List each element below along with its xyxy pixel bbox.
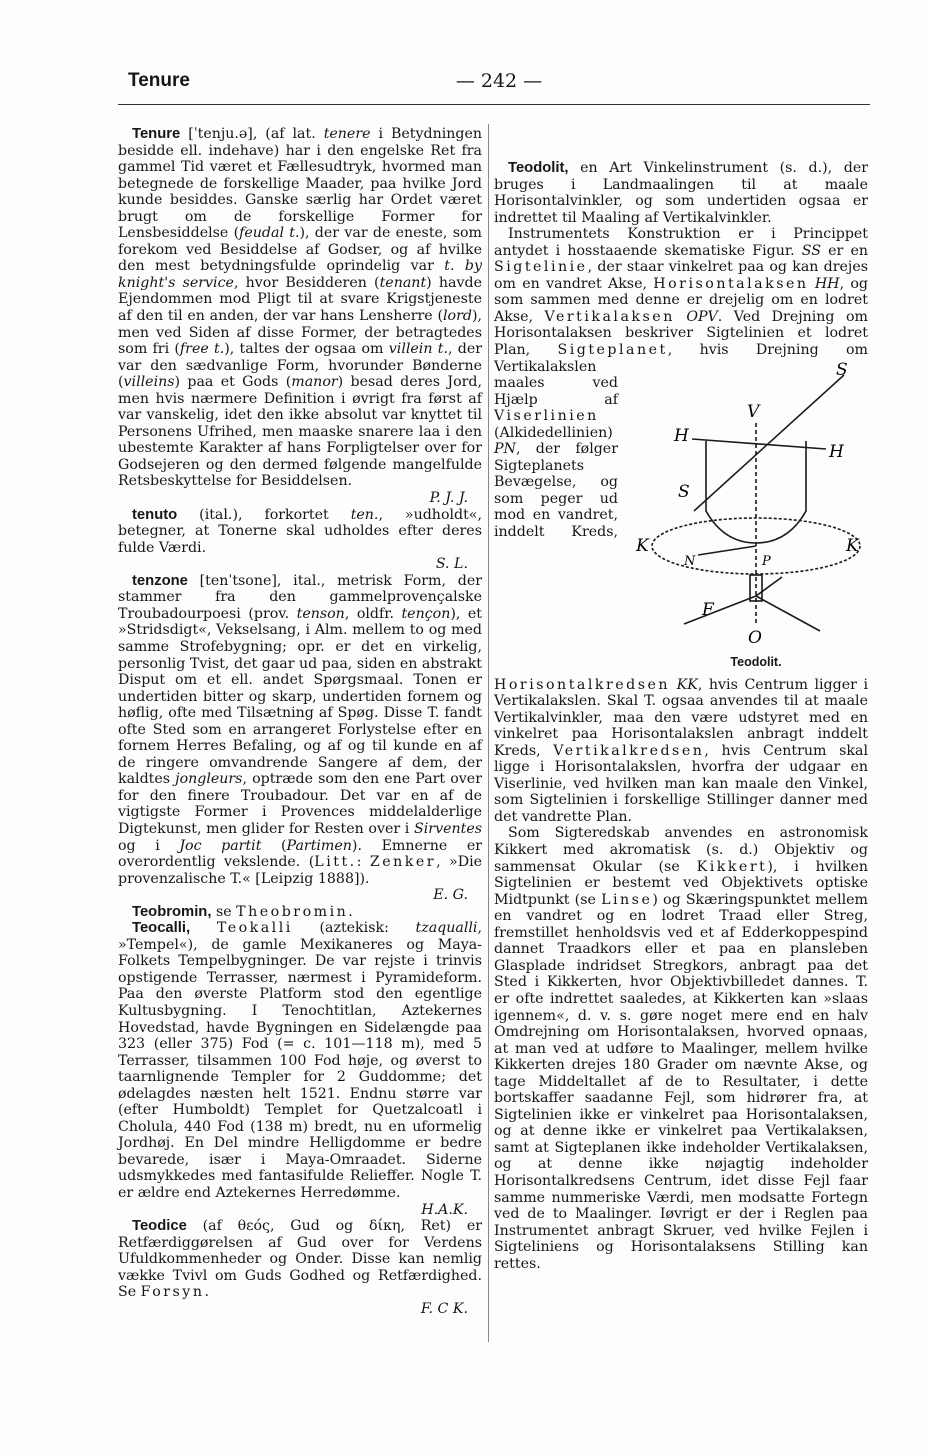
label-S-left: S <box>678 481 690 502</box>
label-F: F <box>702 599 714 620</box>
page-header <box>128 70 870 100</box>
signature: H.A.K. <box>421 1201 468 1218</box>
label-V: V <box>747 401 760 422</box>
teodolit-paragraph-2: Instrumentets Konstruktion er i Princippet antydet i hosstaaende skematiske Figur. SS er en Sigtelinie, der staar vinkelret paa og kan drejes om en vandret Akse, Horisontalaksen HH, og som sammen med denne er drejelig om en lodret Akse, Vertikalaksen OPV. Ved Drejning om Horisontalaksen beskriver Sigtelinien et lodret Plan, Sigteplanet S V H H S K K N P F O Teodolit. , hvis Drejning om Vertikalakslen maales ved Hjælp af Viserlinien (Alkidedellinien) PN, der følger Sigteplanets Bevægelse, og som peger ud mod en vandret, inddelt Kreds, Horisontalkredsen KK, hvis Centrum ligger i Vertikalakslen. Skal T. ogsaa anvendes til at maale Vertikalvinkler, maa den være udstyret med en vinkelret paa Horisontalakslen anbragt inddelt Kreds, Vertikalkredsen, hvis Centrum skal ligge i Horisontalakslen, hvorfra der udgaar en Viserlinie, ved hvilken man kan maale den Vinkel, som Sigtelinien i forskellige Stillinger danner med det vandrette Plan. <box>494 226 868 825</box>
headword: tenuto <box>132 506 178 523</box>
entry-tenure: Tenure [ˈtenju.ə], (af lat. tenere i Betydningen besidde ell. indehave) har i den engelske Ret fra gammel Tid været et Fællesudtryk, hvormed man betegnede de forskellige Maader, paa hvilke Jord kunde besiddes. Ganske særlig har Ordet været brugt om de forskellige Former for Lensbesiddelse (feudal t.), der var de eneste, som forekom ved Besiddelse af Godser, og af hvilke den mest betydningsfulde oprindelig var t. by knight's service, hvor Besidderen (tenant) havde Ejendommen mod Pligt til at svare Krigstjeneste af den til en anden, der var hans Lensherre (lord), men ved Siden af disse Former, der betragtedes som fri (free t.), taltes der ogsaa om villein t., der var den sædvanlige Form, hvorunder Bønderne (villeins) paa et Gods (manor) besad deres Jord, men hvis nærmere Definition i øvrigt fra først af var vanskelig, idet den ikke absolut var knyttet til Personens Ufrihed, men maaske snarere laa i den ubestemte Karakter af hans Forpligtelser over for Godsejeren og den dermed følgende mangelfulde Retsbeskyttelse for Besiddelsen. P. J. J. <box>118 126 483 507</box>
headword: tenzone <box>132 572 188 589</box>
entry-teocalli: Teocalli, Teokalli (aztekisk: tzaqualli, »Tempel«), de gamle Mexikaneres og Maya-Folkets Tempelbygninger. De var rejste i trinvis opstigende Terrasser, nærmest i Pyramideform. Paa den øverste Platform stod den egentlige Kultusbygning. I Tenochtitlan, Aztekernes Hovedstad, havde Bygningen en Sidelængde paa 323 (eller 375) Fod (= c. 101—118 m), med 5 Terrasser, tilsammen 100 Fod høje, og øverst to taarnlignende Templer for 2 Guddomme; det ødelagdes næsten helt 1521. Endnu større var (efter Humboldt) Templet for Quetzalcoatl i Cholula, 440 Fod (138 m) bredt, nu en uformelig Jordhøj. En Del mindre Helligdomme er bedre bevarede, især i Maya-Omraadet. Siderne udsmykkedes med fantasifulde Relieffer. Nogle T. er ældre end Aztekernes Herredømme. H.A.K. <box>118 920 482 1218</box>
label-O: O <box>748 627 762 648</box>
label-H-right: H <box>829 441 844 462</box>
headword: Teocalli, <box>132 920 191 937</box>
entry-teobromin: Teobromin, se Theobromin. <box>132 903 353 920</box>
sight-line <box>694 375 844 511</box>
label-K-left: K <box>636 535 649 556</box>
label-S-top: S <box>836 360 848 380</box>
header-rule <box>118 104 870 105</box>
index-line <box>698 546 756 555</box>
label-K-right: K <box>846 535 859 556</box>
headword: Teodolit, <box>508 160 569 176</box>
column-divider <box>488 124 489 1342</box>
label-P: P <box>762 553 771 569</box>
signature: F. C K. <box>420 1300 468 1317</box>
headword: Teobromin, <box>132 903 212 920</box>
theodolite-diagram <box>624 361 874 677</box>
tripod-leg-back <box>756 577 782 596</box>
label-H-left: H <box>674 425 689 446</box>
teodolit-paragraph-3: Som Sigteredskab anvendes en astronomisk Kikkert med akromatisk (s. d.) Objektiv og sammensat Okular (se Kikkert), i hvilken Sigtelinien er bestemt ved Objektivets optiske Midtpunkt (se Linse) og Skæringspunktet mellem en vandret og en lodret Traad eller Streg, fremstillet henholdsvis ved et af Edderkoppespind dannet Traadkors eller et paa en plansleben Glasplade indridset Stregkors, anbragt paa det Sted i Kikkerten, hvor Objektivbilledet dannes. T. er ofte indrettet saaledes, at Kikkerten kan »slaas igennem«, d. v. s. gøre noget mere end en halv Omdrejning om Horisontalaksen, hvorved opnaas, at man ved at udføre to Maalinger, mellem hvilke Kikkerten drejes 180 Grader om nævnte Akse, og tage Middeltallet af de to Resultater, i dette bortskaffer saadanne Fejl, som hidrører fra, at Sigtelinien ikke er vinkelret paa Horisontalaksen, og at denne ikke er vinkelret paa Vertikalaksen, samt at Sigteplanen ikke indeholder Vertikalaksen, og at denne ikke nøjagtig indeholder Horisontalkredsens Centrum, idet disse Fejl faar samme nummeriske Værdi, men modsatte Fortegn ved de to Maalinger. Iøvrigt er der i Reglen paa Instrumentet anbragt Skruer, ved hvilke Fejlen i Sigteliniens og Horisontalaksens Stilling kan rettes. <box>494 825 869 1272</box>
left-column <box>118 126 482 1317</box>
entry-teodice: Teodice (af θεός, Gud og δίκη, Ret) er Retfærdiggørelsen af Gud over for Verdens Ufuldkommenheder og Onder. Disse kan nemlig vække Tvivl om Guds Godhed og Retfærdighed. Se Forsyn. F. C K. <box>118 1218 482 1317</box>
figure-caption: Teodolit. <box>730 655 782 670</box>
page-number: — 242 — <box>455 70 543 92</box>
tripod-leg-left <box>684 596 756 624</box>
cross-reference: Theobromin <box>236 903 349 920</box>
entry-teodolit: Teodolit, en Art Vinkelinstrument (s. d.), der bruges i Landmaalingen til at maale Horisontalvinkler, og som undertiden ogsaa er indrettet til Maaling af Vertikalvinkler. <box>494 160 868 226</box>
signature: E. G. <box>433 887 468 904</box>
standard-frame <box>706 441 806 543</box>
headword: Tenure <box>132 126 181 142</box>
headword: Teodice <box>132 1218 187 1235</box>
right-column <box>494 160 868 1272</box>
theodolite-figure <box>624 361 874 677</box>
signature: S. L. <box>435 556 468 573</box>
tripod-leg-right <box>756 596 820 631</box>
label-N: N <box>684 553 696 569</box>
entry-tenzone: tenzone [tenˈtsone], ital., metrisk Form, der stammer fra den gammelprovençalske Troubadourpoesi (prov. tenson, oldfr. tençon), et »Stridsdigt«, Vekselsang, i Alm. mellem to og med samme Strofebygning; opr. er det en virkelig, personlig Tvist, det gaar ud paa, siden en abstrakt Disput om et ell. andet Spørgsmaal. Tonen er undertiden bitter og skarp, undertiden fornem og høflig, ofte med Tilsætning af Spøg. Disse T. fandt ofte Sted som en arrangeret Forlystelse efter en fornem Herres Befaling, og af og til kunde en af de ringere omvandrende Sangere af dem, der kaldtes jongleurs, optræde som den ene Part over for den finere Troubadour. Det var en af de vigtigste Former i Provences middelalderlige Digtekunst, men glider for Resten over i Sirventes og i Joc partit (Partimen). Emnerne er overordentlig vekslende. (Litt.: Zenker, »Die provenzalische T.« [Leipzig 1888]). E. G. <box>118 572 483 904</box>
entry-tenuto: tenuto (ital.), forkortet ten., »udholdt«, betegner, at Tonerne skal udholdes efter deres fulde Værdi. S. L. <box>118 506 482 573</box>
header-headword: Tenure <box>128 70 190 91</box>
signature: P. J. J. <box>429 490 468 507</box>
cross-reference: Forsyn <box>140 1284 205 1301</box>
